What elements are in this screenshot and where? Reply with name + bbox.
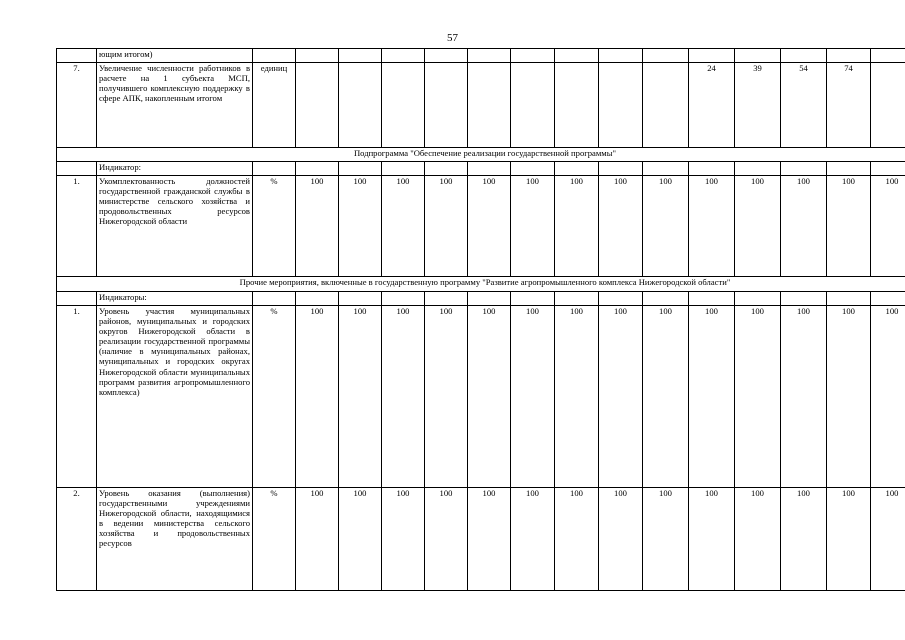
value-cell: 100 — [781, 306, 827, 488]
indicator-label: Индикатор: — [97, 162, 253, 176]
table-row — [57, 63, 905, 148]
value-cell: 100 — [382, 176, 425, 277]
subprogram-title: Подпрограмма "Обеспечение реализации государственной программы" — [57, 148, 905, 162]
value-cell: 100 — [339, 176, 382, 277]
value-cell — [425, 63, 468, 148]
value-cell: 100 — [599, 306, 643, 488]
value-cell — [468, 63, 511, 148]
value-cell: 100 — [871, 306, 905, 488]
unit-cell: % — [253, 176, 296, 277]
value-cell — [599, 63, 643, 148]
value-cell: 100 — [555, 176, 599, 277]
label-row — [57, 162, 905, 176]
value-cell — [511, 63, 555, 148]
value-cell: 100 — [599, 176, 643, 277]
row-number: 2. — [57, 488, 97, 591]
value-cell: 100 — [425, 488, 468, 591]
value-cell: 100 — [689, 306, 735, 488]
value-cell: 100 — [382, 306, 425, 488]
value-cell — [296, 63, 339, 148]
value-cell: 100 — [643, 176, 689, 277]
value-cell — [871, 63, 905, 148]
value-cell: 100 — [735, 306, 781, 488]
value-cell: 100 — [555, 488, 599, 591]
continuation-text: ющим итогом) — [97, 49, 253, 63]
value-cell: 100 — [296, 176, 339, 277]
indicators-label: Индикаторы: — [97, 292, 253, 306]
indicator-description: Укомплектованность должностей государственной гражданской службы в министерстве сельского хозяйства и продовольственных ресурсов Нижегородской области — [97, 176, 253, 277]
unit-cell: % — [253, 306, 296, 488]
section-row — [57, 277, 905, 292]
value-cell: 100 — [425, 176, 468, 277]
value-cell: 100 — [735, 176, 781, 277]
value-cell: 54 — [781, 63, 827, 148]
value-cell: 100 — [735, 488, 781, 591]
value-cell: 100 — [689, 488, 735, 591]
value-cell: 24 — [689, 63, 735, 148]
value-cell: 39 — [735, 63, 781, 148]
table-row-continuation — [57, 49, 905, 63]
value-cell — [555, 63, 599, 148]
value-cell: 100 — [339, 488, 382, 591]
indicator-description: Увеличение численности работников в расчете на 1 субъекта МСП, получившего комплексную поддержку в сфере АПК, накопленным итогом — [97, 63, 253, 148]
value-cell: 100 — [468, 176, 511, 277]
value-cell: 100 — [468, 306, 511, 488]
value-cell: 100 — [781, 176, 827, 277]
value-cell: 100 — [468, 488, 511, 591]
value-cell — [643, 63, 689, 148]
value-cell: 100 — [643, 306, 689, 488]
value-cell: 100 — [555, 306, 599, 488]
value-cell: 100 — [511, 176, 555, 277]
value-cell: 100 — [296, 306, 339, 488]
unit-cell: единиц — [253, 63, 296, 148]
value-cell: 100 — [827, 306, 871, 488]
row-number: 7. — [57, 63, 97, 148]
value-cell: 100 — [781, 488, 827, 591]
label-row — [57, 292, 905, 306]
value-cell: 100 — [643, 488, 689, 591]
value-cell: 100 — [871, 488, 905, 591]
value-cell: 100 — [827, 176, 871, 277]
value-cell: 100 — [871, 176, 905, 277]
indicator-description: Уровень участия муниципальных районов, муниципальных и городских округов Нижегородской области в реализации государственной программы (наличие в муниципальных районах, муниципальных и городских округах Нижегородской области муниципальных программ развития агропромышленного комплекса) — [97, 306, 253, 488]
section-row — [57, 148, 905, 162]
unit-cell: % — [253, 488, 296, 591]
value-cell: 100 — [296, 488, 339, 591]
value-cell: 100 — [339, 306, 382, 488]
page-number: 57 — [447, 32, 458, 44]
value-cell: 100 — [599, 488, 643, 591]
table-row — [57, 306, 905, 488]
value-cell: 100 — [382, 488, 425, 591]
indicator-description: Уровень оказания (выполнения) государственными учреждениями Нижегородской области, находящимися в ведении министерства сельского хозяйства и продовольственных ресурсов — [97, 488, 253, 591]
value-cell — [382, 63, 425, 148]
value-cell: 100 — [511, 488, 555, 591]
other-measures-title: Прочие мероприятия, включенные в государственную программу "Развитие агропромышленного комплекса Нижегородской области" — [57, 277, 905, 292]
value-cell: 100 — [425, 306, 468, 488]
indicators-table — [56, 48, 905, 591]
row-number: 1. — [57, 176, 97, 277]
row-number: 1. — [57, 306, 97, 488]
value-cell: 100 — [689, 176, 735, 277]
value-cell: 74 — [827, 63, 871, 148]
value-cell: 100 — [827, 488, 871, 591]
table-row — [57, 488, 905, 591]
table-row — [57, 176, 905, 277]
value-cell — [339, 63, 382, 148]
value-cell: 100 — [511, 306, 555, 488]
